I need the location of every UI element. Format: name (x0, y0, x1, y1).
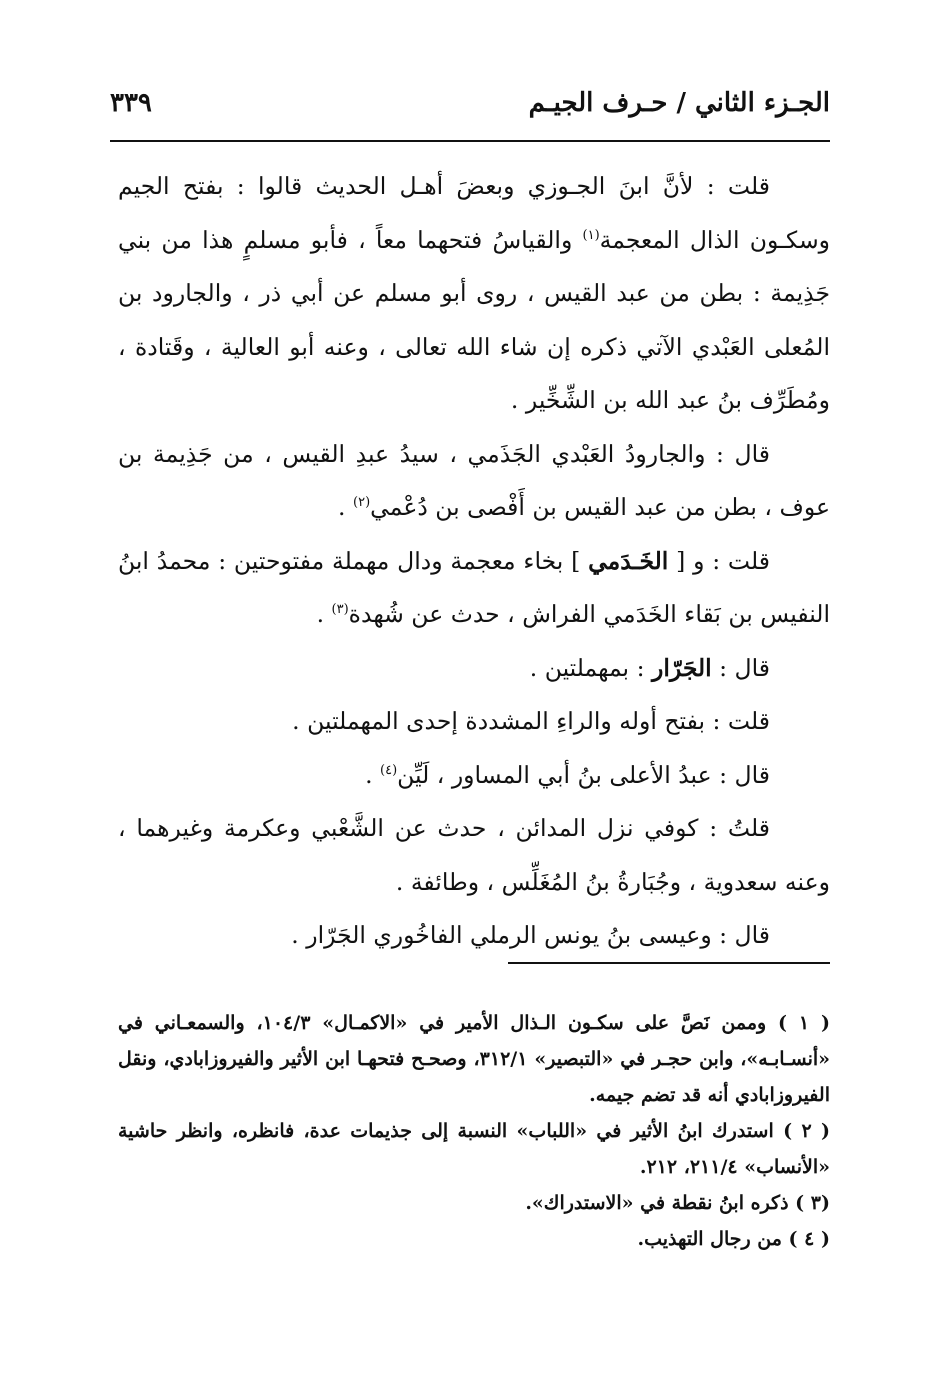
main-text (118, 160, 830, 963)
paragraph-6 (118, 749, 830, 803)
footnote-2: ( ٢ ) استدرك ابنُ الأثير في «اللباب» النسبة إلى جذيمات عدة، فانظره، وانظر حاشية «الأنساب» ٢١١/٤، ٢١٢. (118, 1120, 830, 1178)
footnote-3: (٣ ) ذكره ابنُ نقطة في «الاستدراك». (525, 1192, 830, 1214)
paragraph-2 (118, 428, 830, 535)
paragraph-1-continued: والقياسُ فتحهما معاً ، فأبو مسلمٍ هذا من بني جَذِيمة : بطن من عبد القيس ، روى أبو مسلم عن أبي ذر ، والجارود بن المُعلى العَبْدي الآتي ذكره إن شاء الله تعالى ، وعنه أبو العالية ، وقَتادة ، ومُطَرِّف بنُ عبد الله بن الشِّخِّير . (118, 225, 830, 414)
footnotes (118, 1005, 830, 1257)
footnote-ref-4: (٤) (380, 762, 398, 778)
paragraph-4 (118, 642, 830, 696)
footnote-ref-3: (٣) (331, 602, 349, 618)
entry-heading-jarrar: الجَرّار (651, 653, 712, 682)
paragraph-4-start: قال : (711, 653, 770, 682)
paragraph-3-end: . (316, 600, 332, 628)
paragraph-3-text: ] بخاء معجمة ودال مهملة مفتوحتين : محمدُ ابنُ النفيس بن بَقاء الخَدَمي الفراش ، حدث عن شُهدة (118, 546, 830, 628)
footnote-ref-1: (١) (582, 227, 600, 243)
footnote-4: ( ٤ ) من رجال التهذيب. (637, 1228, 830, 1250)
page-header (110, 82, 830, 132)
page-number: ٣٣٩ (110, 88, 152, 118)
header-rule (110, 140, 830, 142)
paragraph-3-start: قلت : و [ (668, 546, 770, 575)
paragraph-4-text: : بمهملتين . (529, 653, 652, 682)
running-title: الجـزء الثاني / حـرف الجيـم (528, 88, 830, 118)
paragraph-5: قلت : بفتح أوله والراءِ المشددة إحدى المهملتين . (292, 707, 770, 735)
paragraph-2-text: قال : والجارودُ العَبْدي الجَذَمي ، سيدُ عبدِ القيس ، من جَذِيمة بن عوف ، بطن من عبد القيس بن أَفْصى بن دُعْمي (118, 439, 830, 521)
footnote-ref-2: (٢) (353, 495, 371, 511)
paragraph-2-end: . (338, 493, 353, 521)
footnote-1: ( ١ ) وممن نَصَّ على سكـون الـذال الأمير في «الاكمـال» ١٠٤/٣، والسمعـاني في «أنسـابـه»، وابن حجـر في «التبصير» ٣١٢/١، وصحـح فتحهـا ابن الأثير والفيروزابادي، ونقل الفيروزابادي أنه قد تضم جيمه. (118, 1012, 831, 1106)
paragraph-6-text: قال : عبدُ الأعلى بنُ أبي المساور ، لَيِّن (397, 760, 770, 789)
paragraph-3 (118, 535, 830, 642)
entry-heading-khadami: الخَـدَمي (588, 546, 669, 575)
paragraph-8: قال : وعيسى بنُ يونس الرملي الفاخُوري الجَرّار . (291, 921, 770, 949)
paragraph-7: قلتُ : كوفي نزل المدائن ، حدث عن الشَّعْبي وعكرمة وغيرهما ، وعنه سعدوية ، وجُبَارةُ بنُ المُغَلِّس ، وطائفة . (118, 814, 830, 896)
footnote-separator (508, 962, 830, 964)
paragraph-6-end: . (365, 760, 381, 789)
paragraph-1 (118, 160, 830, 428)
paragraph-1-text: قلت : لأنَّ ابنَ الجـوزي وبعضَ أهـل الحديث قالوا : بفتح الجيم وسكـون الذال المعجمة (118, 172, 830, 254)
